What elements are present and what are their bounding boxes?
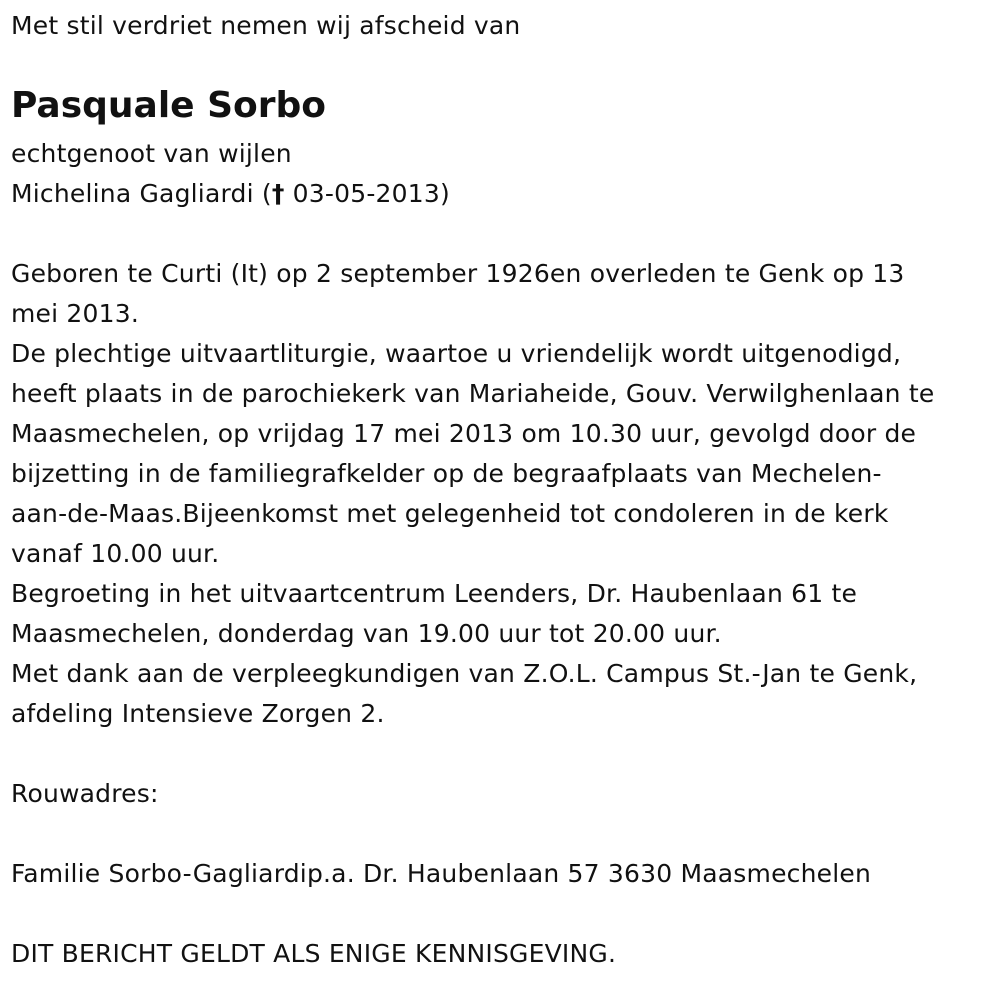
- body-line: afdeling Intensieve Zorgen 2.: [11, 699, 385, 728]
- mourning-address: Familie Sorbo-Gagliardip.a. Dr. Haubenlaan 57 3630 Maasmechelen: [11, 859, 871, 888]
- spouse-name: Michelina Gagliardi (: [11, 179, 272, 208]
- spouse-death-date: 03-05-2013): [284, 179, 450, 208]
- main-text-block: [11, 254, 934, 734]
- body-line: Maasmechelen, op vrijdag 17 mei 2013 om 10.30 uur, gevolgd door de: [11, 419, 917, 448]
- body-line: bijzetting in de familiegrafkelder op de begraafplaats van Mechelen-: [11, 459, 882, 488]
- body-line: vanaf 10.00 uur.: [11, 539, 220, 568]
- body-line: Maasmechelen, donderdag van 19.00 uur tot 20.00 uur.: [11, 619, 722, 648]
- relation-line: echtgenoot van wijlen: [11, 139, 292, 168]
- body-line: heeft plaats in de parochiekerk van Mariaheide, Gouv. Verwilghenlaan te: [11, 379, 935, 408]
- body-line: Geboren te Curti (It) op 2 september 1926en overleden te Genk op 13: [11, 259, 905, 288]
- address-label: Rouwadres:: [11, 779, 159, 808]
- body-line: De plechtige uitvaartliturgie, waartoe u vriendelijk wordt uitgenodigd,: [11, 339, 902, 368]
- notice-text: DIT BERICHT GELDT ALS ENIGE KENNISGEVING.: [11, 939, 617, 968]
- cross-icon: †: [271, 179, 285, 208]
- body-line: aan-de-Maas.Bijeenkomst met gelegenheid tot condoleren in de kerk: [11, 499, 889, 528]
- body-line: Begroeting in het uitvaartcentrum Leenders, Dr. Haubenlaan 61 te: [11, 579, 858, 608]
- spouse-line: [11, 174, 450, 214]
- body-line: Met dank aan de verpleegkundigen van Z.O.L. Campus St.-Jan te Genk,: [11, 659, 918, 688]
- deceased-name: Pasquale Sorbo: [11, 85, 327, 126]
- body-line: mei 2013.: [11, 299, 139, 328]
- intro-text: Met stil verdriet nemen wij afscheid van: [11, 11, 521, 40]
- relation-block: [11, 134, 450, 214]
